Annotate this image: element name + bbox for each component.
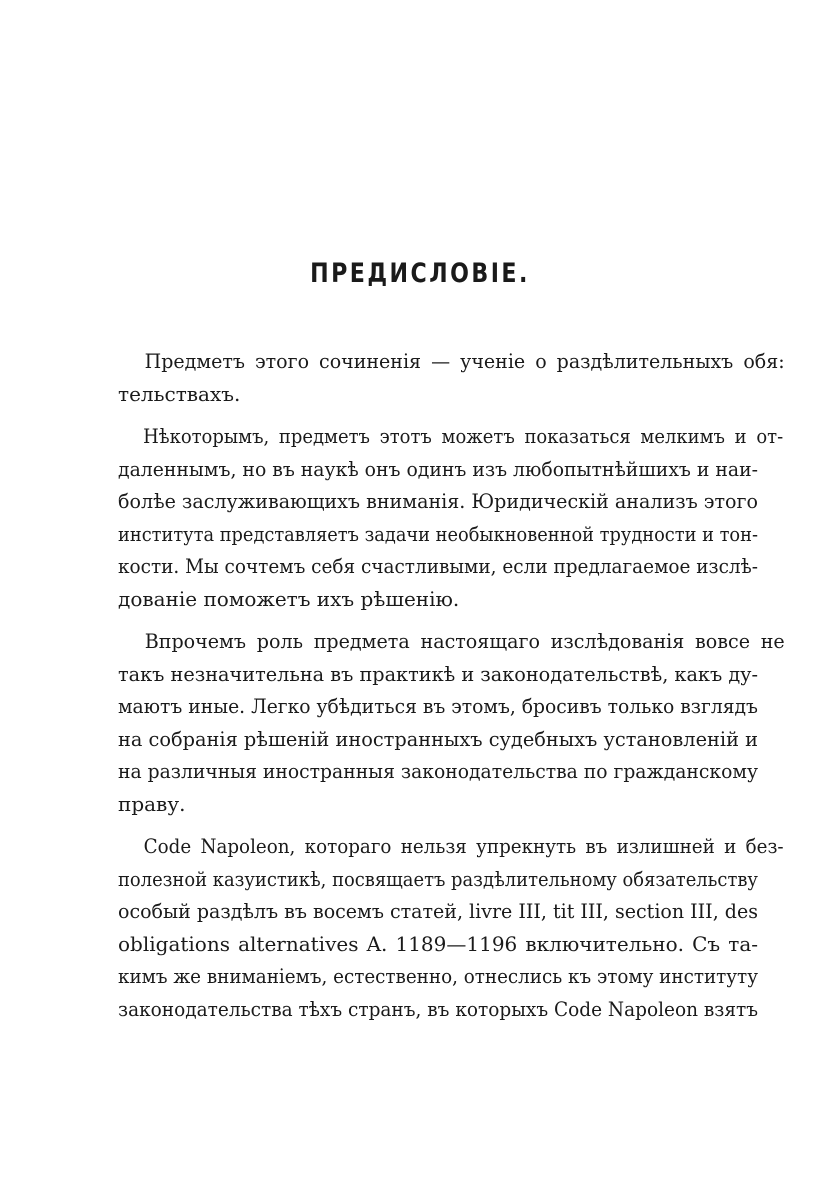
- preface-text: [118, 345, 785, 1025]
- text-line: на собранія рѣшеній иностранныхъ судебныхъ установленій и: [118, 726, 758, 751]
- text-line: болѣе заслуживающихъ вниманія. Юридическій анализъ этого: [118, 489, 758, 513]
- text-line: такъ незначительна въ практикѣ и законодательствѣ, какъ ду-: [118, 661, 759, 686]
- text-line: института представляетъ задачи необыкновенной трудности и тон-: [118, 521, 758, 546]
- text-line: полезной казуистикѣ, посвящаетъ раздѣлительному обязательству: [118, 866, 758, 891]
- text-line: особый раздѣлъ въ восемъ статей, livre III, tit III, section III, des: [118, 899, 758, 923]
- text-line: дованіе поможетъ ихъ рѣшенію.: [118, 586, 460, 611]
- paragraph-3: [118, 625, 785, 820]
- text-line: кости. Мы сочтемъ себя счастливыми, если предлагаемое изслѣ-: [118, 554, 758, 578]
- paragraph-1: [118, 345, 785, 410]
- text-line: законодательства тѣхъ странъ, въ которыхъ Code Napoleon взятъ: [118, 996, 759, 1021]
- paragraph-2: [118, 420, 784, 615]
- page-title: ПРЕДИСЛОВІЕ.: [310, 258, 530, 289]
- text-line: Предметъ этого сочиненія — ученіе о раздѣлительныхъ обя:: [144, 349, 785, 373]
- text-line: Code Napoleon, котораго нельзя упрекнуть въ излишней и без-: [143, 834, 784, 858]
- text-line: кимъ же вниманіемъ, естественно, отнеслись къ этому институту: [118, 964, 758, 988]
- text-line: тельствахъ.: [118, 381, 241, 406]
- text-line: obligations alternatives A. 1189—1196 включительно. Съ та-: [118, 931, 758, 956]
- text-line: даленнымъ, но въ наукѣ онъ одинъ изъ любопытнѣйшихъ и наи-: [118, 456, 759, 481]
- text-line: Нѣкоторымъ, предметъ этотъ можетъ показаться мелкимъ и от-: [143, 424, 784, 448]
- text-line: Впрочемъ роль предмета настоящаго изслѣдованія вовсе не: [144, 629, 785, 653]
- text-line: праву.: [118, 791, 186, 816]
- paragraph-4: [118, 830, 784, 1025]
- text-line: на различныя иностранныя законодательства по гражданскому: [118, 759, 758, 783]
- text-line: маютъ иные. Легко убѣдиться въ этомъ, бросивъ только взглядъ: [118, 694, 758, 718]
